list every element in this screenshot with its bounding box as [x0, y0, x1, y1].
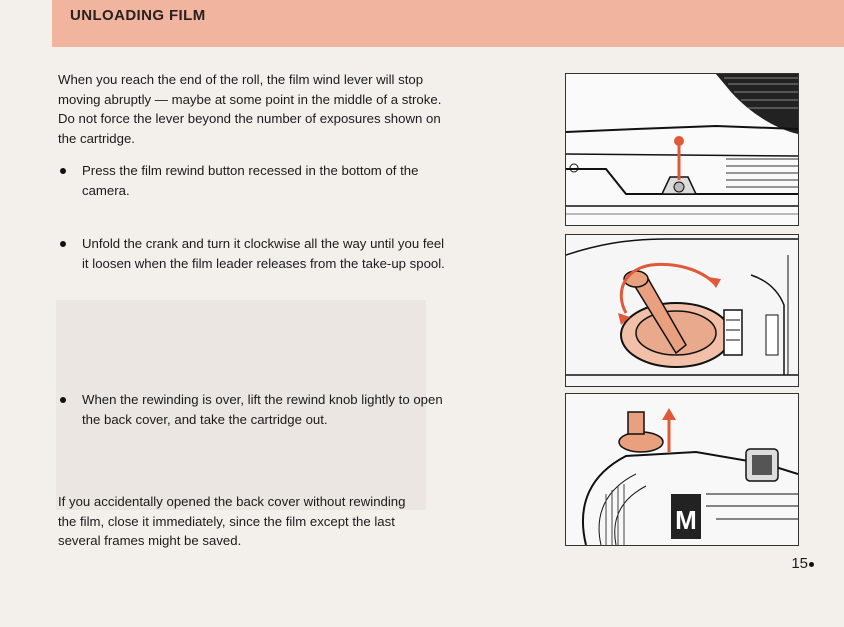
step-2 — [82, 234, 445, 273]
step-3 — [82, 390, 443, 429]
rewind-crank-illustration — [565, 234, 799, 387]
intro-line: Do not force the lever beyond the number of exposures shown on — [58, 111, 441, 127]
note-line: several frames might be saved. — [58, 533, 242, 549]
step-line: camera. — [82, 182, 130, 198]
note-paragraph — [58, 492, 405, 551]
step-line: Unfold the crank and turn it clockwise all the way until you feel — [82, 236, 445, 251]
intro-paragraph — [58, 70, 441, 148]
page-number: 15 — [791, 555, 808, 572]
svg-text:M: M — [675, 505, 697, 535]
bullet-icon — [60, 397, 66, 403]
bullet-icon — [60, 241, 66, 247]
step-line: the back cover, and take the cartridge out. — [82, 411, 328, 427]
rewind-crank-icon — [566, 235, 798, 386]
bullet-icon — [809, 562, 814, 567]
note-line: If you accidentally opened the back cover without rewinding — [58, 494, 406, 509]
rewind-knob-illustration — [565, 393, 799, 546]
step-1 — [82, 161, 418, 200]
rewind-knob-icon — [566, 394, 798, 545]
camera-bottom-icon — [566, 74, 798, 225]
rewind-button-illustration — [565, 73, 799, 226]
bullet-icon — [60, 168, 66, 174]
step-line: Press the film rewind button recessed in the bottom of the — [82, 163, 419, 178]
intro-line: When you reach the end of the roll, the film wind lever will stop — [58, 72, 424, 87]
step-line: it loosen when the film leader releases from the take-up spool. — [82, 255, 445, 271]
step-line: When the rewinding is over, lift the rewind knob lightly to open — [82, 392, 443, 407]
note-line: the film, close it immediately, since the film except the last — [58, 513, 395, 529]
intro-line: moving abruptly — maybe at some point in the middle of a stroke. — [58, 91, 442, 107]
intro-line: the cartridge. — [58, 130, 135, 146]
page-title: UNLOADING FILM — [70, 7, 206, 24]
